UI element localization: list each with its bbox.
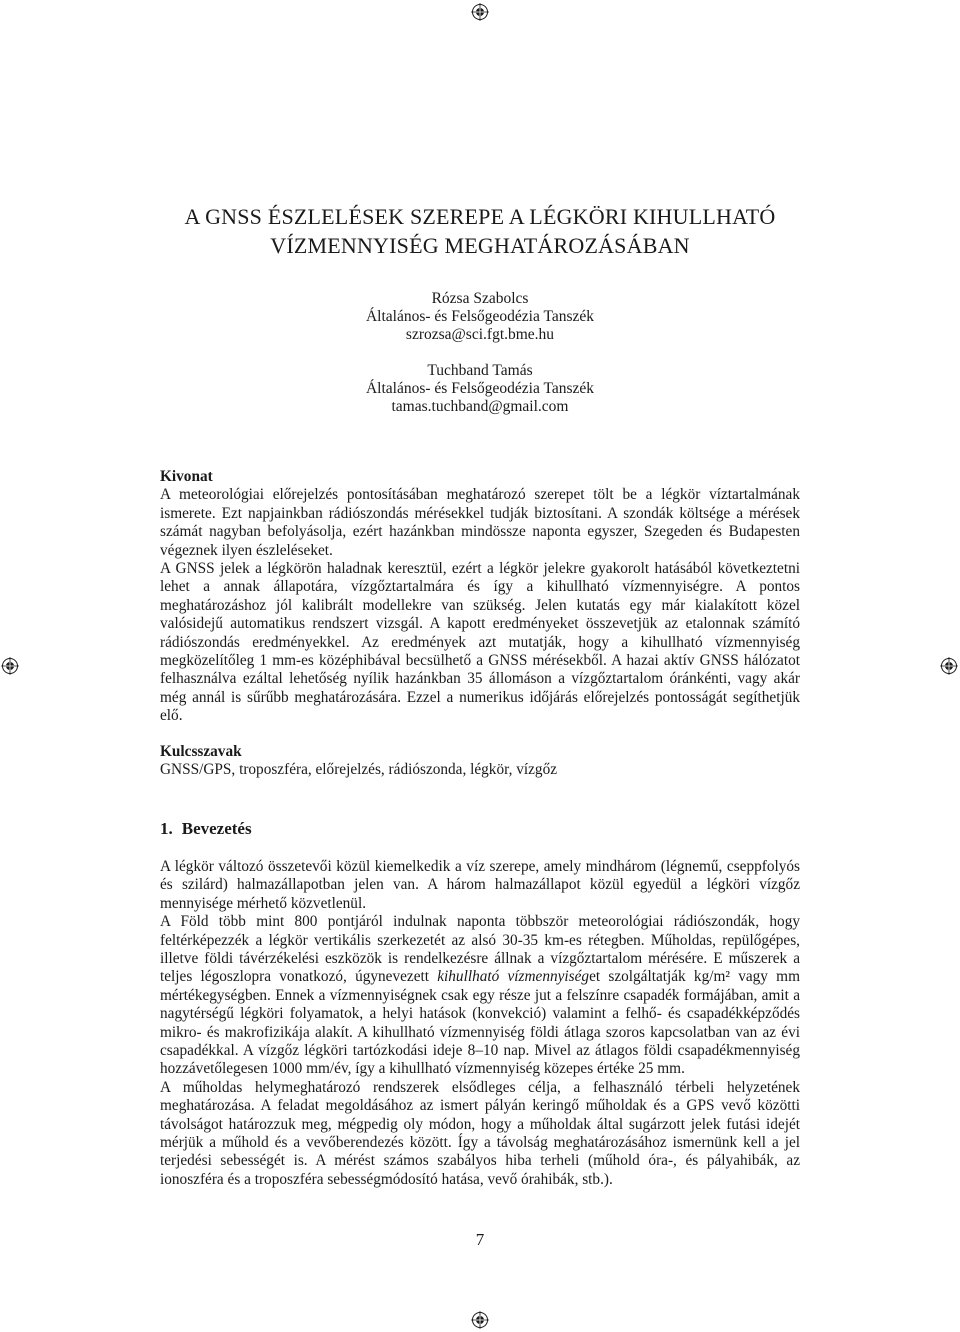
paper-title	[120, 202, 840, 260]
author-list	[160, 290, 800, 434]
page-number: 7	[475, 1230, 485, 1249]
author-block	[160, 362, 800, 416]
author-block	[160, 290, 800, 344]
keywords-heading: Kulcsszavak	[160, 742, 242, 760]
author-email: tamas.tuchband@gmail.com	[391, 398, 569, 415]
paragraph-text: et szolgáltatják kg/m² vagy mm mértékegységben. Ennek a vízmennyiségnek csak egy része jut a felszínre csapadék formájában, amit a nagytérségű légköri folyamatok, a helyi hatások (konvekció) valamint a felhő- és csapadékképződés mikro- és makrofizikája alakít. A kihullható vízmennyiség földi átlaga szoros kapcsolatban van az évi csapadékkal. A vízgőz légköri tartózkodási ideje 8–10 nap. Mivel az átlagos földi csapadékmennyiség hozzávetőlegesen 1000 mm/év, így a kihullható vízmennyiség közepes értéke 25 mm.	[160, 968, 800, 1078]
section-paragraph	[160, 913, 800, 1079]
paragraph-text: A Föld több mint 800 pontjáról indulnak naponta többször meteorológiai rádiószondák, hogy feltérképezzék a légkör vertikális szerkezetét az alsó 30-35 km-es rétegben. Műholdas, repülőgépes, illetve földi távérzékelési eszközök is rendelkezésre állnak a vízgőztartalom mérésére. E műszerek a teljes légoszlopra vonatkozó, úgynevezett	[160, 913, 800, 986]
author-email: szrozsa@sci.fgt.bme.hu	[405, 326, 555, 343]
paper-title-line-2: VÍZMENNYISÉG MEGHATÁROZÁSÁBAN	[270, 233, 690, 258]
section-paragraph: A műholdas helymeghatározó rendszerek elsődleges célja, a felhasználó térbeli helyzetének meghatározása. A feladat megoldásához az ismert pályán keringő műholdak és a GPS vevő közötti távolságot határozzuk meg, mégpedig oly módon, hogy a műholdak által sugárzott jelek futási idejét mérjük a műhold és a vevőberendezés között. Így a távolság meghatározásához ismernünk kell a jel terjedési sebességét is. A mérést számos szabályos hiba terheli (műhold óra-, és pályahibák, az ionoszféra és a troposzféra sebességmódosító hatása, vevő órahibák, stb.).	[160, 1078, 800, 1188]
author-name: Rózsa Szabolcs	[431, 290, 529, 307]
author-affiliation: Általános- és Felsőgeodézia Tanszék	[365, 380, 595, 397]
registration-mark-icon	[1, 657, 19, 675]
section-heading	[160, 820, 800, 838]
author-name: Tuchband Tamás	[427, 362, 533, 379]
keywords-text: GNSS/GPS, troposzféra, előrejelzés, rádiószonda, légkör, vízgőz	[160, 761, 558, 779]
section-paragraph: A légkör változó összetevői közül kiemelkedik a víz szerepe, amely mindhárom (légnemű, cseppfolyós és szilárd) halmazállapotban jelen van. A három halmazállapot közül egyedül a légköri vízgőz mennyisége mérhető közvetlenül.	[160, 857, 800, 912]
registration-mark-icon	[471, 1311, 489, 1329]
author-affiliation: Általános- és Felsőgeodézia Tanszék	[365, 308, 595, 325]
abstract-heading: Kivonat	[160, 468, 213, 485]
italic-term: kihullható vízmennyiség	[437, 968, 590, 986]
section-title: Bevezetés	[181, 818, 252, 838]
registration-mark-icon	[940, 657, 958, 675]
abstract-paragraph: A meteorológiai előrejelzés pontosításában meghatározó szerepet tölt be a légkör víztartalmának ismerete. Ezt napjainkban rádiószondás mérésekkel tudják biztosítani. A szondák költsége a mérések számát nagyban befolyásolja, ezért hazánkban mindössze naponta egyszer, Szegeden és Budapesten végeznek ilyen észleléseket.	[160, 486, 800, 559]
abstract-paragraph: A GNSS jelek a légkörön haladnak keresztül, ezért a légkör jelekre gyakorolt hatásából következtetni lehet a annak állapotára, vízgőztartalmára és így a kihullható vízmennyiségre. A pontos meghatározáshoz jól kalibrált modellekre van szükség. Jelen kutatás egy már kialakított közel valósidejű automatikus rendszert vizsgál. A kapott eredményeket összevetjük az etalonnak számító rádiószondás eredményekkel. Az eredmények azt mutatják, hogy a kihullható vízmennyiség megközelítőleg 1 mm-es középhibával becsülhető a GNSS mérésekből. A hazai aktív GNSS hálózatot felhasználva ezáltal lehetőség nyílik hazánkban 35 állomáson a vízgőztartalom óránkénti, vagy akár még annál is sűrűbb meghatározására. Ezzel a numerikus időjárás előrejelzés pontosságát segíthetjük elő.	[160, 560, 800, 725]
paper-title-line-1: A GNSS ÉSZLELÉSEK SZEREPE A LÉGKÖRI KIHULLHATÓ	[184, 204, 776, 229]
section-number: 1.	[160, 818, 173, 838]
paper-body	[160, 468, 800, 1189]
registration-mark-icon	[471, 3, 489, 21]
